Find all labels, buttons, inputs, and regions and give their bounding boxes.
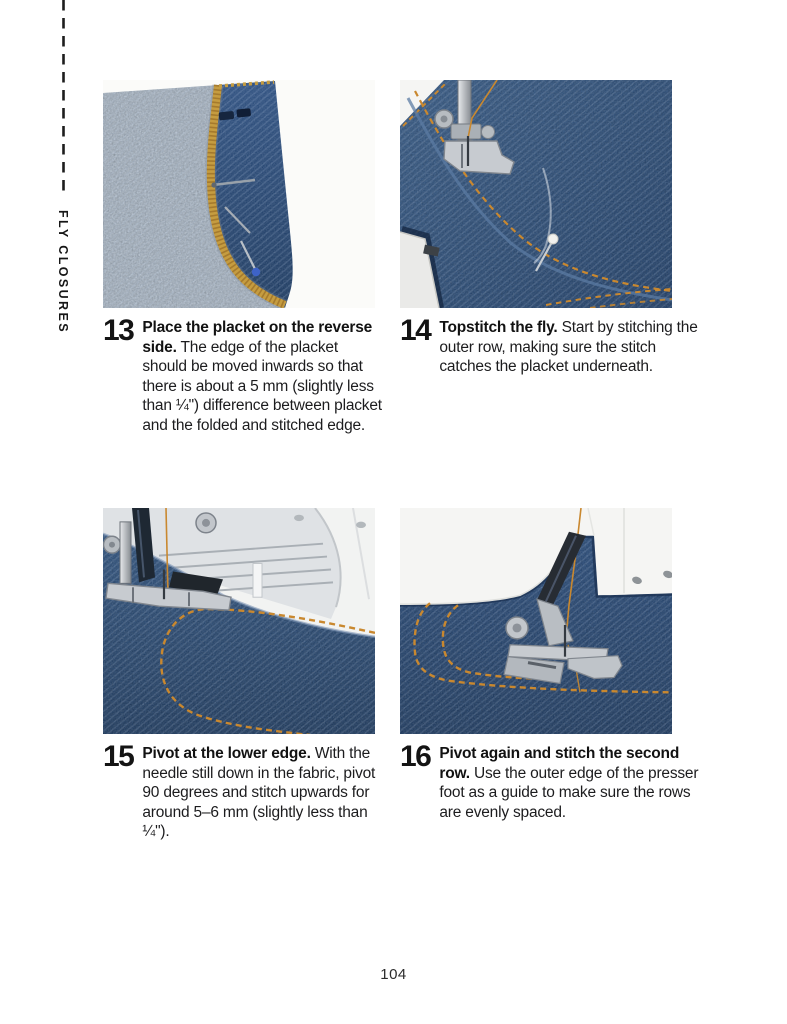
step-15-text bbox=[142, 744, 383, 842]
step-14-body: Start by stitching the outer row, making sure the stitch catches the placket underneath. bbox=[439, 319, 698, 376]
step-13-text bbox=[142, 318, 383, 436]
step-13-lead: Place the placket on the reverse side. bbox=[142, 319, 373, 356]
step-13 bbox=[103, 314, 383, 436]
step-16-text bbox=[439, 744, 706, 822]
photo-step-15-pivot-lower-edge bbox=[103, 508, 375, 734]
step-13-body: The edge of the placket should be moved inwards so that there is about a 5 mm (slightly less than ¼") difference between placket and the folded and stitched edge. bbox=[142, 338, 382, 434]
step-15-number: 15 bbox=[103, 740, 134, 773]
step-14 bbox=[400, 314, 706, 377]
step-16-lead: Pivot again and stitch the second row. bbox=[439, 745, 680, 782]
step-13-number: 13 bbox=[103, 314, 134, 347]
sidebar-dashed-rule bbox=[60, 0, 67, 200]
step-14-number: 14 bbox=[400, 314, 431, 347]
step-14-text bbox=[439, 318, 706, 377]
step-15 bbox=[103, 740, 383, 842]
step-14-lead: Topstitch the fly. bbox=[439, 319, 558, 336]
page-number: 104 bbox=[380, 966, 407, 983]
step-16 bbox=[400, 740, 706, 822]
photo-step-14-topstitch-fly bbox=[400, 80, 672, 308]
step-16-number: 16 bbox=[400, 740, 431, 773]
step-15-body: With the needle still down in the fabric, pivot 90 degrees and stitch upwards for around 5–6 mm (slightly less than ¼"). bbox=[142, 745, 376, 841]
sidebar-label: FLY CLOSURES bbox=[56, 210, 70, 334]
step-15-lead: Pivot at the lower edge. bbox=[142, 745, 311, 762]
photo-step-16-second-row bbox=[400, 508, 672, 734]
step-16-body: Use the outer edge of the presser foot as a guide to make sure the rows are evenly spaced. bbox=[439, 764, 699, 821]
photo-step-13-placket-reverse bbox=[103, 80, 375, 308]
